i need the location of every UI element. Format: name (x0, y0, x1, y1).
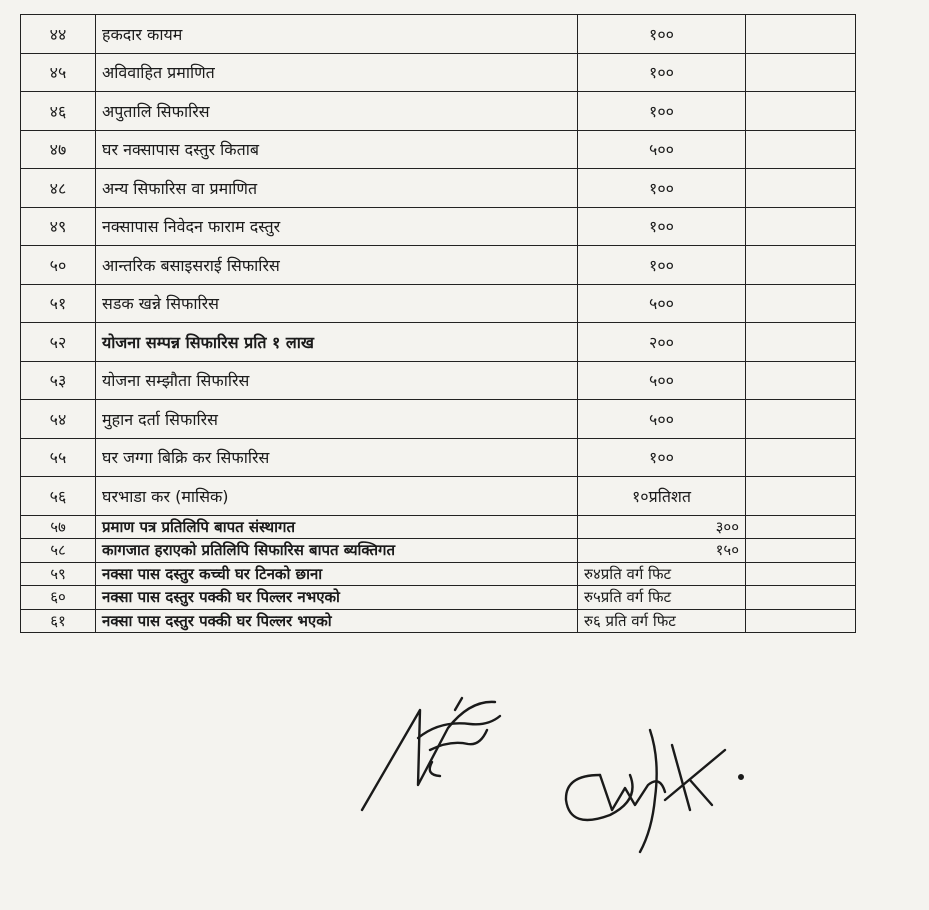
row-blank-cell (746, 477, 856, 516)
table-row (21, 169, 856, 208)
row-blank-cell (746, 562, 856, 586)
row-number: ५० (21, 246, 96, 285)
table-row (21, 130, 856, 169)
row-number: ४५ (21, 53, 96, 92)
row-blank-cell (746, 15, 856, 54)
row-number: ५२ (21, 323, 96, 362)
row-service-name: योजना सम्पन्न सिफारिस प्रति १ लाख (96, 323, 578, 362)
row-blank-cell (746, 515, 856, 539)
table-row (21, 92, 856, 131)
table-row (21, 477, 856, 516)
row-service-name: अविवाहित प्रमाणित (96, 53, 578, 92)
row-service-name: अन्य सिफारिस वा प्रमाणित (96, 169, 578, 208)
row-number: ५५ (21, 438, 96, 477)
row-blank-cell (746, 284, 856, 323)
row-fee: ५०० (578, 361, 746, 400)
row-blank-cell (746, 361, 856, 400)
row-blank-cell (746, 246, 856, 285)
row-service-name: नक्सापास निवेदन फाराम दस्तुर (96, 207, 578, 246)
row-blank-cell (746, 323, 856, 362)
table-row (21, 438, 856, 477)
row-fee: ५०० (578, 284, 746, 323)
row-fee: १०० (578, 53, 746, 92)
row-blank-cell (746, 169, 856, 208)
table-row (21, 361, 856, 400)
table-row (21, 539, 856, 563)
table-row (21, 284, 856, 323)
table-row (21, 609, 856, 633)
row-number: ५९ (21, 562, 96, 586)
row-service-name: घर नक्सापास दस्तुर किताब (96, 130, 578, 169)
row-fee: १०० (578, 15, 746, 54)
row-blank-cell (746, 53, 856, 92)
table-row (21, 246, 856, 285)
row-service-name: अपुतालि सिफारिस (96, 92, 578, 131)
row-number: ५१ (21, 284, 96, 323)
row-number: ४४ (21, 15, 96, 54)
signature-right (566, 730, 743, 852)
row-number: ४६ (21, 92, 96, 131)
row-blank-cell (746, 438, 856, 477)
row-service-name: मुहान दर्ता सिफारिस (96, 400, 578, 439)
row-service-name: प्रमाण पत्र प्रतिलिपि बापत संस्थागत (96, 515, 578, 539)
row-number: ५७ (21, 515, 96, 539)
row-blank-cell (746, 400, 856, 439)
row-blank-cell (746, 609, 856, 633)
table-row (21, 562, 856, 586)
table-row (21, 207, 856, 246)
row-number: ४७ (21, 130, 96, 169)
row-fee: ३०० (578, 515, 746, 539)
row-service-name: घरभाडा कर (मासिक) (96, 477, 578, 516)
row-fee: १०० (578, 246, 746, 285)
row-fee: रु४प्रति वर्ग फिट (578, 562, 746, 586)
row-service-name: योजना सम्झौता सिफारिस (96, 361, 578, 400)
row-number: ४९ (21, 207, 96, 246)
fee-table (20, 14, 856, 633)
row-fee: ५०० (578, 130, 746, 169)
table-row (21, 400, 856, 439)
table-row (21, 323, 856, 362)
row-blank-cell (746, 586, 856, 610)
signatures (0, 680, 929, 910)
row-fee: १०० (578, 438, 746, 477)
row-number: ५८ (21, 539, 96, 563)
row-number: ४८ (21, 169, 96, 208)
row-service-name: हकदार कायम (96, 15, 578, 54)
row-fee: २०० (578, 323, 746, 362)
row-fee: १०० (578, 207, 746, 246)
row-service-name: नक्सा पास दस्तुर कच्ची घर टिनको छाना (96, 562, 578, 586)
row-service-name: कागजात हराएको प्रतिलिपि सिफारिस बापत ब्यक्तिगत (96, 539, 578, 563)
table-row (21, 15, 856, 54)
row-service-name: नक्सा पास दस्तुर पक्की घर पिल्लर भएको (96, 609, 578, 633)
row-number: ६१ (21, 609, 96, 633)
row-fee: १०प्रतिशत (578, 477, 746, 516)
row-service-name: आन्तरिक बसाइसराई सिफारिस (96, 246, 578, 285)
table-row (21, 53, 856, 92)
row-number: ५४ (21, 400, 96, 439)
row-blank-cell (746, 92, 856, 131)
signature-left (362, 698, 500, 810)
row-fee: १०० (578, 169, 746, 208)
row-blank-cell (746, 207, 856, 246)
row-service-name: नक्सा पास दस्तुर पक्की घर पिल्लर नभएको (96, 586, 578, 610)
row-fee: १०० (578, 92, 746, 131)
row-fee: रु६ प्रति वर्ग फिट (578, 609, 746, 633)
row-fee: रु५प्रति वर्ग फिट (578, 586, 746, 610)
row-blank-cell (746, 539, 856, 563)
row-service-name: घर जग्गा बिक्रि कर सिफारिस (96, 438, 578, 477)
row-number: ६० (21, 586, 96, 610)
row-fee: ५०० (578, 400, 746, 439)
row-number: ५३ (21, 361, 96, 400)
row-blank-cell (746, 130, 856, 169)
row-fee: १५० (578, 539, 746, 563)
row-number: ५६ (21, 477, 96, 516)
table-row (21, 586, 856, 610)
row-service-name: सडक खन्ने सिफारिस (96, 284, 578, 323)
table-row (21, 515, 856, 539)
